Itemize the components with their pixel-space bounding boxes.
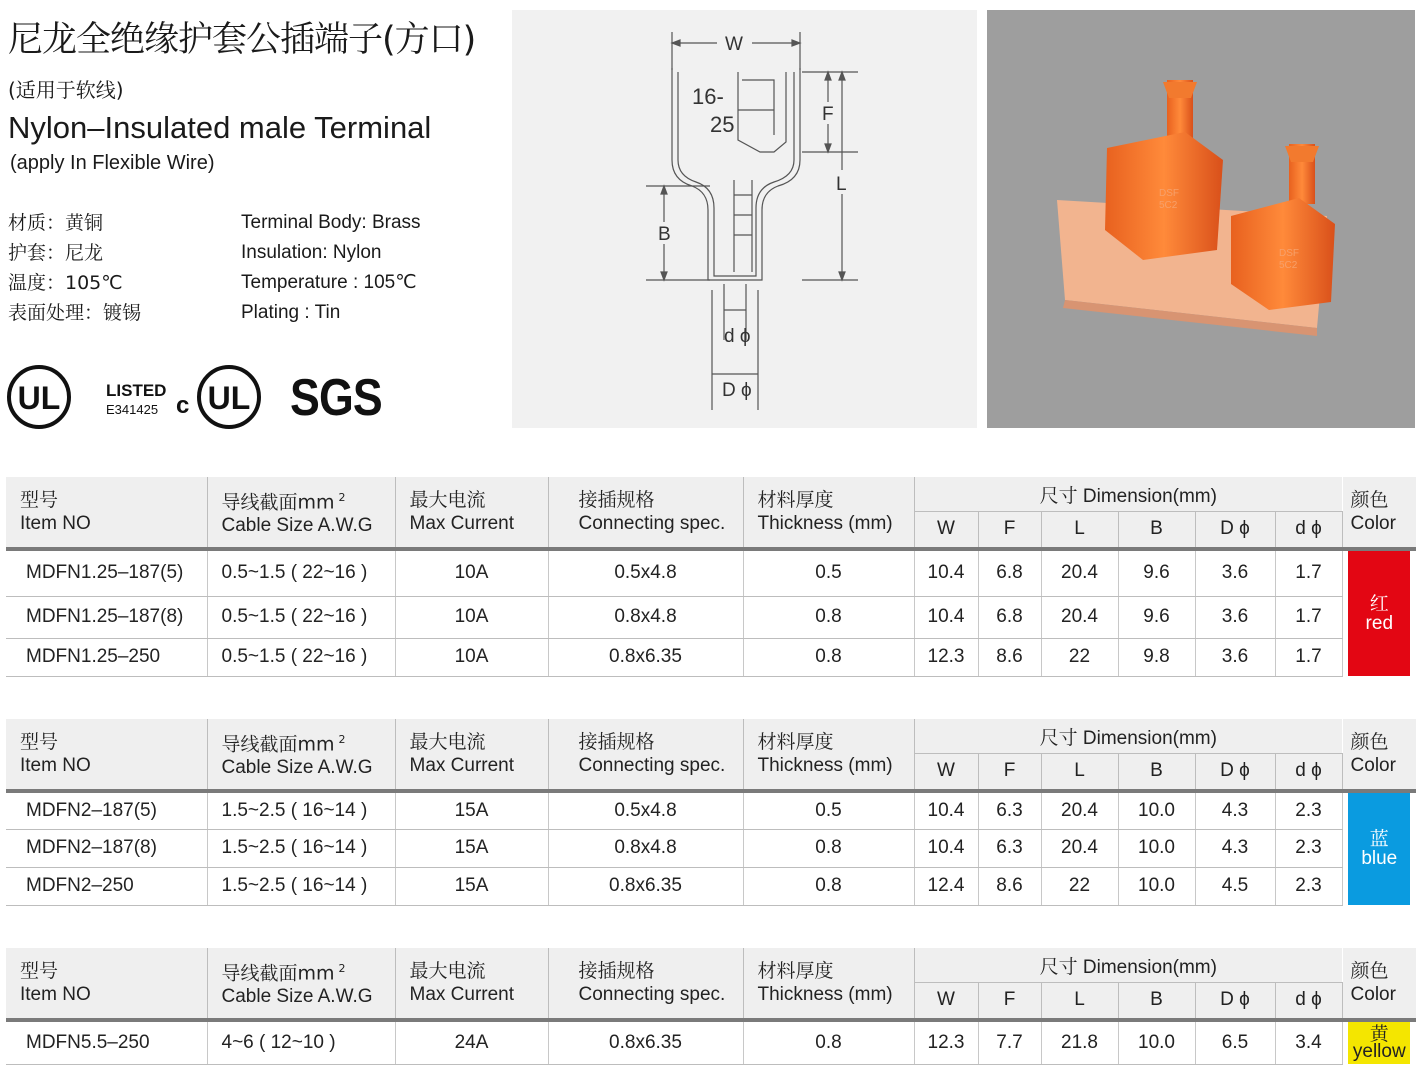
header-dim-col: F: [978, 982, 1041, 1018]
header-dim-col: F: [978, 753, 1041, 789]
table-cell: 20.4: [1041, 596, 1118, 638]
table-cell: 3.6: [1195, 638, 1275, 676]
table-cell: 4~6 ( 12~10 ): [207, 1022, 395, 1064]
spec-plating-en: Plating : Tin: [241, 302, 341, 323]
product-subtitle-cn: (适用于软线): [8, 78, 124, 102]
header-cable-size: 导线截面mm $^2$ Cable Size A.W.G: [207, 948, 395, 1018]
material-specs-cn: [8, 208, 141, 328]
spec-material-cn: 材质：黄铜: [8, 212, 104, 234]
table-cell: 0.8: [743, 1022, 914, 1064]
table-cell: 12.3: [914, 638, 978, 676]
table-cell: 15A: [395, 793, 548, 829]
header-item-no: 型号 Item NO: [6, 477, 207, 547]
product-title-en: Nylon–Insulated male Terminal: [8, 110, 432, 145]
table-cell: 12.3: [914, 1022, 978, 1064]
header-dim-col: W: [914, 511, 978, 547]
table-cell: 4.3: [1195, 793, 1275, 829]
table-row: [6, 867, 1416, 905]
table-cell: 10A: [395, 596, 548, 638]
header-dim-col: L: [1041, 753, 1118, 789]
table-cell: 10.4: [914, 829, 978, 867]
header-dim-col: L: [1041, 511, 1118, 547]
dim-label-d-small: d ϕ: [724, 326, 751, 347]
spec-table-blue: [6, 719, 1416, 906]
spec-table-yellow: [6, 948, 1416, 1065]
spec-insulation-cn: 护套：尼龙: [8, 242, 104, 264]
table-cell: 8.6: [978, 867, 1041, 905]
dim-label-b: B: [658, 224, 671, 245]
color-swatch: [1348, 793, 1410, 905]
table-cell: 10.0: [1118, 867, 1195, 905]
sgs-logo: SGS: [290, 369, 382, 427]
table-cell: 10A: [395, 638, 548, 676]
table-cell: 0.5: [743, 551, 914, 596]
table-cell: 0.8x6.35: [548, 1022, 743, 1064]
table-cell: 10.4: [914, 596, 978, 638]
table-cell: 9.6: [1118, 551, 1195, 596]
table-cell: 9.6: [1118, 596, 1195, 638]
table-cell: 1.5~2.5 ( 16~14 ): [207, 829, 395, 867]
svg-text:UL: UL: [207, 380, 251, 416]
header-thickness: 材料厚度 Thickness (mm): [743, 477, 914, 547]
color-swatch-cell: [1342, 551, 1416, 676]
header-cable-size: 导线截面mm $^2$ Cable Size A.W.G: [207, 719, 395, 789]
color-swatch-cell: [1342, 1022, 1416, 1064]
listed-code: E341425: [106, 402, 159, 417]
header-dimension: 尺寸 Dimension(mm): [914, 477, 1342, 511]
table-cell: 20.4: [1041, 829, 1118, 867]
table-cell: 0.8: [743, 638, 914, 676]
table-cell: 6.8: [978, 596, 1041, 638]
table-cell: MDFN2–187(8): [6, 829, 207, 867]
material-specs-en: [241, 208, 421, 328]
table-header-row: [6, 948, 1416, 982]
table-cell: 10A: [395, 551, 548, 596]
header-dim-col: d ϕ: [1275, 753, 1342, 789]
table-cell: 0.8: [743, 829, 914, 867]
table-cell: 3.4: [1275, 1022, 1342, 1064]
table-cell: 0.8x4.8: [548, 596, 743, 638]
table-cell: 0.5~1.5 ( 22~16 ): [207, 551, 395, 596]
header-connecting-spec: 接插规格 Connecting spec.: [548, 948, 743, 1018]
table-cell: MDFN1.25–187(5): [6, 551, 207, 596]
table-header-row: [6, 719, 1416, 753]
header-item-no: 型号 Item NO: [6, 719, 207, 789]
color-swatch: [1348, 1022, 1410, 1064]
spec-plating-cn: 表面处理：镀锡: [8, 302, 142, 324]
cul-logo-icon: [196, 364, 262, 430]
dim-label-l: L: [836, 174, 847, 195]
product-title-cn: 尼龙全绝缘护套公插端子(方口): [8, 20, 476, 60]
color-name-en: blue: [1361, 848, 1398, 869]
color-name-en: red: [1365, 612, 1394, 634]
header-cable-size: 导线截面mm $^2$ Cable Size A.W.G: [207, 477, 395, 547]
product-subtitle-en: (apply In Flexible Wire): [10, 152, 215, 174]
table-cell: 21.8: [1041, 1022, 1118, 1064]
header-dim-col: D ϕ: [1195, 753, 1275, 789]
table-cell: 3.6: [1195, 596, 1275, 638]
table-row: [6, 638, 1416, 676]
spec-material-en: Terminal Body: Brass: [241, 212, 421, 233]
table-cell: 0.8: [743, 596, 914, 638]
table-cell: 1.7: [1275, 638, 1342, 676]
dim-label-w: W: [725, 34, 743, 55]
table-cell: 22: [1041, 867, 1118, 905]
ul-logo-icon: [6, 364, 72, 430]
header-dim-col: D ϕ: [1195, 511, 1275, 547]
table-cell: 6.8: [978, 551, 1041, 596]
table-cell: MDFN5.5–250: [6, 1022, 207, 1064]
wire-size-top: 16-: [692, 84, 724, 109]
color-name-cn: 黄: [1369, 1023, 1389, 1045]
header-max-current: 最大电流 Max Current: [395, 948, 548, 1018]
table-cell: 7.7: [978, 1022, 1041, 1064]
table-cell: 10.4: [914, 793, 978, 829]
table-cell: 2.3: [1275, 793, 1342, 829]
table-cell: 4.3: [1195, 829, 1275, 867]
table-cell: 12.4: [914, 867, 978, 905]
canada-c-mark: c: [176, 392, 190, 419]
table-cell: 0.8x4.8: [548, 829, 743, 867]
table-cell: 3.6: [1195, 551, 1275, 596]
header-max-current: 最大电流 Max Current: [395, 477, 548, 547]
table-cell: 6.5: [1195, 1022, 1275, 1064]
header-color: 颜色 Color: [1342, 477, 1416, 547]
photo-print-1b: 5C2: [1159, 200, 1178, 211]
table-row: [6, 551, 1416, 596]
header-thickness: 材料厚度 Thickness (mm): [743, 719, 914, 789]
table-cell: 9.8: [1118, 638, 1195, 676]
table-cell: MDFN1.25–187(8): [6, 596, 207, 638]
header-item-no: 型号 Item NO: [6, 948, 207, 1018]
header-color: 颜色 Color: [1342, 719, 1416, 789]
table-cell: 10.0: [1118, 1022, 1195, 1064]
table-cell: 6.3: [978, 829, 1041, 867]
table-row: [6, 793, 1416, 829]
header-connecting-spec: 接插规格 Connecting spec.: [548, 719, 743, 789]
dim-label-d-large: D ϕ: [722, 380, 752, 401]
table-cell: 20.4: [1041, 551, 1118, 596]
header-dim-col: B: [1118, 753, 1195, 789]
header-dim-col: d ϕ: [1275, 982, 1342, 1018]
table-cell: 1.5~2.5 ( 16~14 ): [207, 867, 395, 905]
header-color: 颜色 Color: [1342, 948, 1416, 1018]
photo-print-1a: DSF: [1159, 188, 1179, 199]
header-dim-col: d ϕ: [1275, 511, 1342, 547]
table-cell: 24A: [395, 1022, 548, 1064]
spec-temperature-cn: 温度：105℃: [8, 272, 123, 294]
header-dim-col: W: [914, 982, 978, 1018]
table-cell: 15A: [395, 867, 548, 905]
table-cell: 20.4: [1041, 793, 1118, 829]
table-cell: MDFN2–187(5): [6, 793, 207, 829]
table-cell: 8.6: [978, 638, 1041, 676]
table-cell: 2.3: [1275, 867, 1342, 905]
color-name-cn: 蓝: [1369, 828, 1389, 850]
table-cell: 0.8x6.35: [548, 638, 743, 676]
listed-label: LISTED: [106, 381, 167, 400]
table-cell: 10.4: [914, 551, 978, 596]
header-dim-col: L: [1041, 982, 1118, 1018]
color-swatch: [1348, 551, 1410, 676]
header-dim-col: W: [914, 753, 978, 789]
table-row: [6, 596, 1416, 638]
header-dim-col: B: [1118, 511, 1195, 547]
table-cell: 0.5x4.8: [548, 793, 743, 829]
spec-table-red: [6, 477, 1416, 677]
header-dim-col: B: [1118, 982, 1195, 1018]
table-cell: 0.8: [743, 867, 914, 905]
header-dim-col: F: [978, 511, 1041, 547]
color-swatch-cell: [1342, 793, 1416, 905]
table-cell: MDFN1.25–250: [6, 638, 207, 676]
svg-text:UL: UL: [17, 380, 61, 416]
table-row: [6, 829, 1416, 867]
header-dimension: 尺寸 Dimension(mm): [914, 719, 1342, 753]
table-cell: 22: [1041, 638, 1118, 676]
header-thickness: 材料厚度 Thickness (mm): [743, 948, 914, 1018]
table-cell: 0.5~1.5 ( 22~16 ): [207, 596, 395, 638]
header-dim-col: D ϕ: [1195, 982, 1275, 1018]
table-cell: 1.5~2.5 ( 16~14 ): [207, 793, 395, 829]
table-header-row: [6, 477, 1416, 511]
product-photo: [987, 10, 1415, 428]
table-cell: 1.7: [1275, 551, 1342, 596]
photo-print-2a: DSF: [1279, 248, 1299, 259]
table-cell: 4.5: [1195, 867, 1275, 905]
spec-temperature-en: Temperature : 105℃: [241, 272, 417, 293]
table-cell: 0.5~1.5 ( 22~16 ): [207, 638, 395, 676]
table-cell: 0.5: [743, 793, 914, 829]
table-cell: MDFN2–250: [6, 867, 207, 905]
header-dimension: 尺寸 Dimension(mm): [914, 948, 1342, 982]
table-cell: 0.8x6.35: [548, 867, 743, 905]
table-cell: 10.0: [1118, 793, 1195, 829]
header-connecting-spec: 接插规格 Connecting spec.: [548, 477, 743, 547]
color-name-en: yellow: [1352, 1041, 1406, 1062]
table-cell: 15A: [395, 829, 548, 867]
table-cell: 1.7: [1275, 596, 1342, 638]
table-cell: 6.3: [978, 793, 1041, 829]
dim-label-f: F: [822, 104, 834, 125]
table-cell: 10.0: [1118, 829, 1195, 867]
photo-print-2b: 5C2: [1279, 260, 1298, 271]
table-cell: 2.3: [1275, 829, 1342, 867]
table-cell: 0.5x4.8: [548, 551, 743, 596]
terminal-technical-drawing: [512, 10, 977, 428]
wire-size-bottom: 25: [710, 112, 735, 137]
table-row: [6, 1022, 1416, 1064]
spec-insulation-en: Insulation: Nylon: [241, 242, 382, 263]
header-max-current: 最大电流 Max Current: [395, 719, 548, 789]
color-name-cn: 红: [1369, 592, 1389, 615]
